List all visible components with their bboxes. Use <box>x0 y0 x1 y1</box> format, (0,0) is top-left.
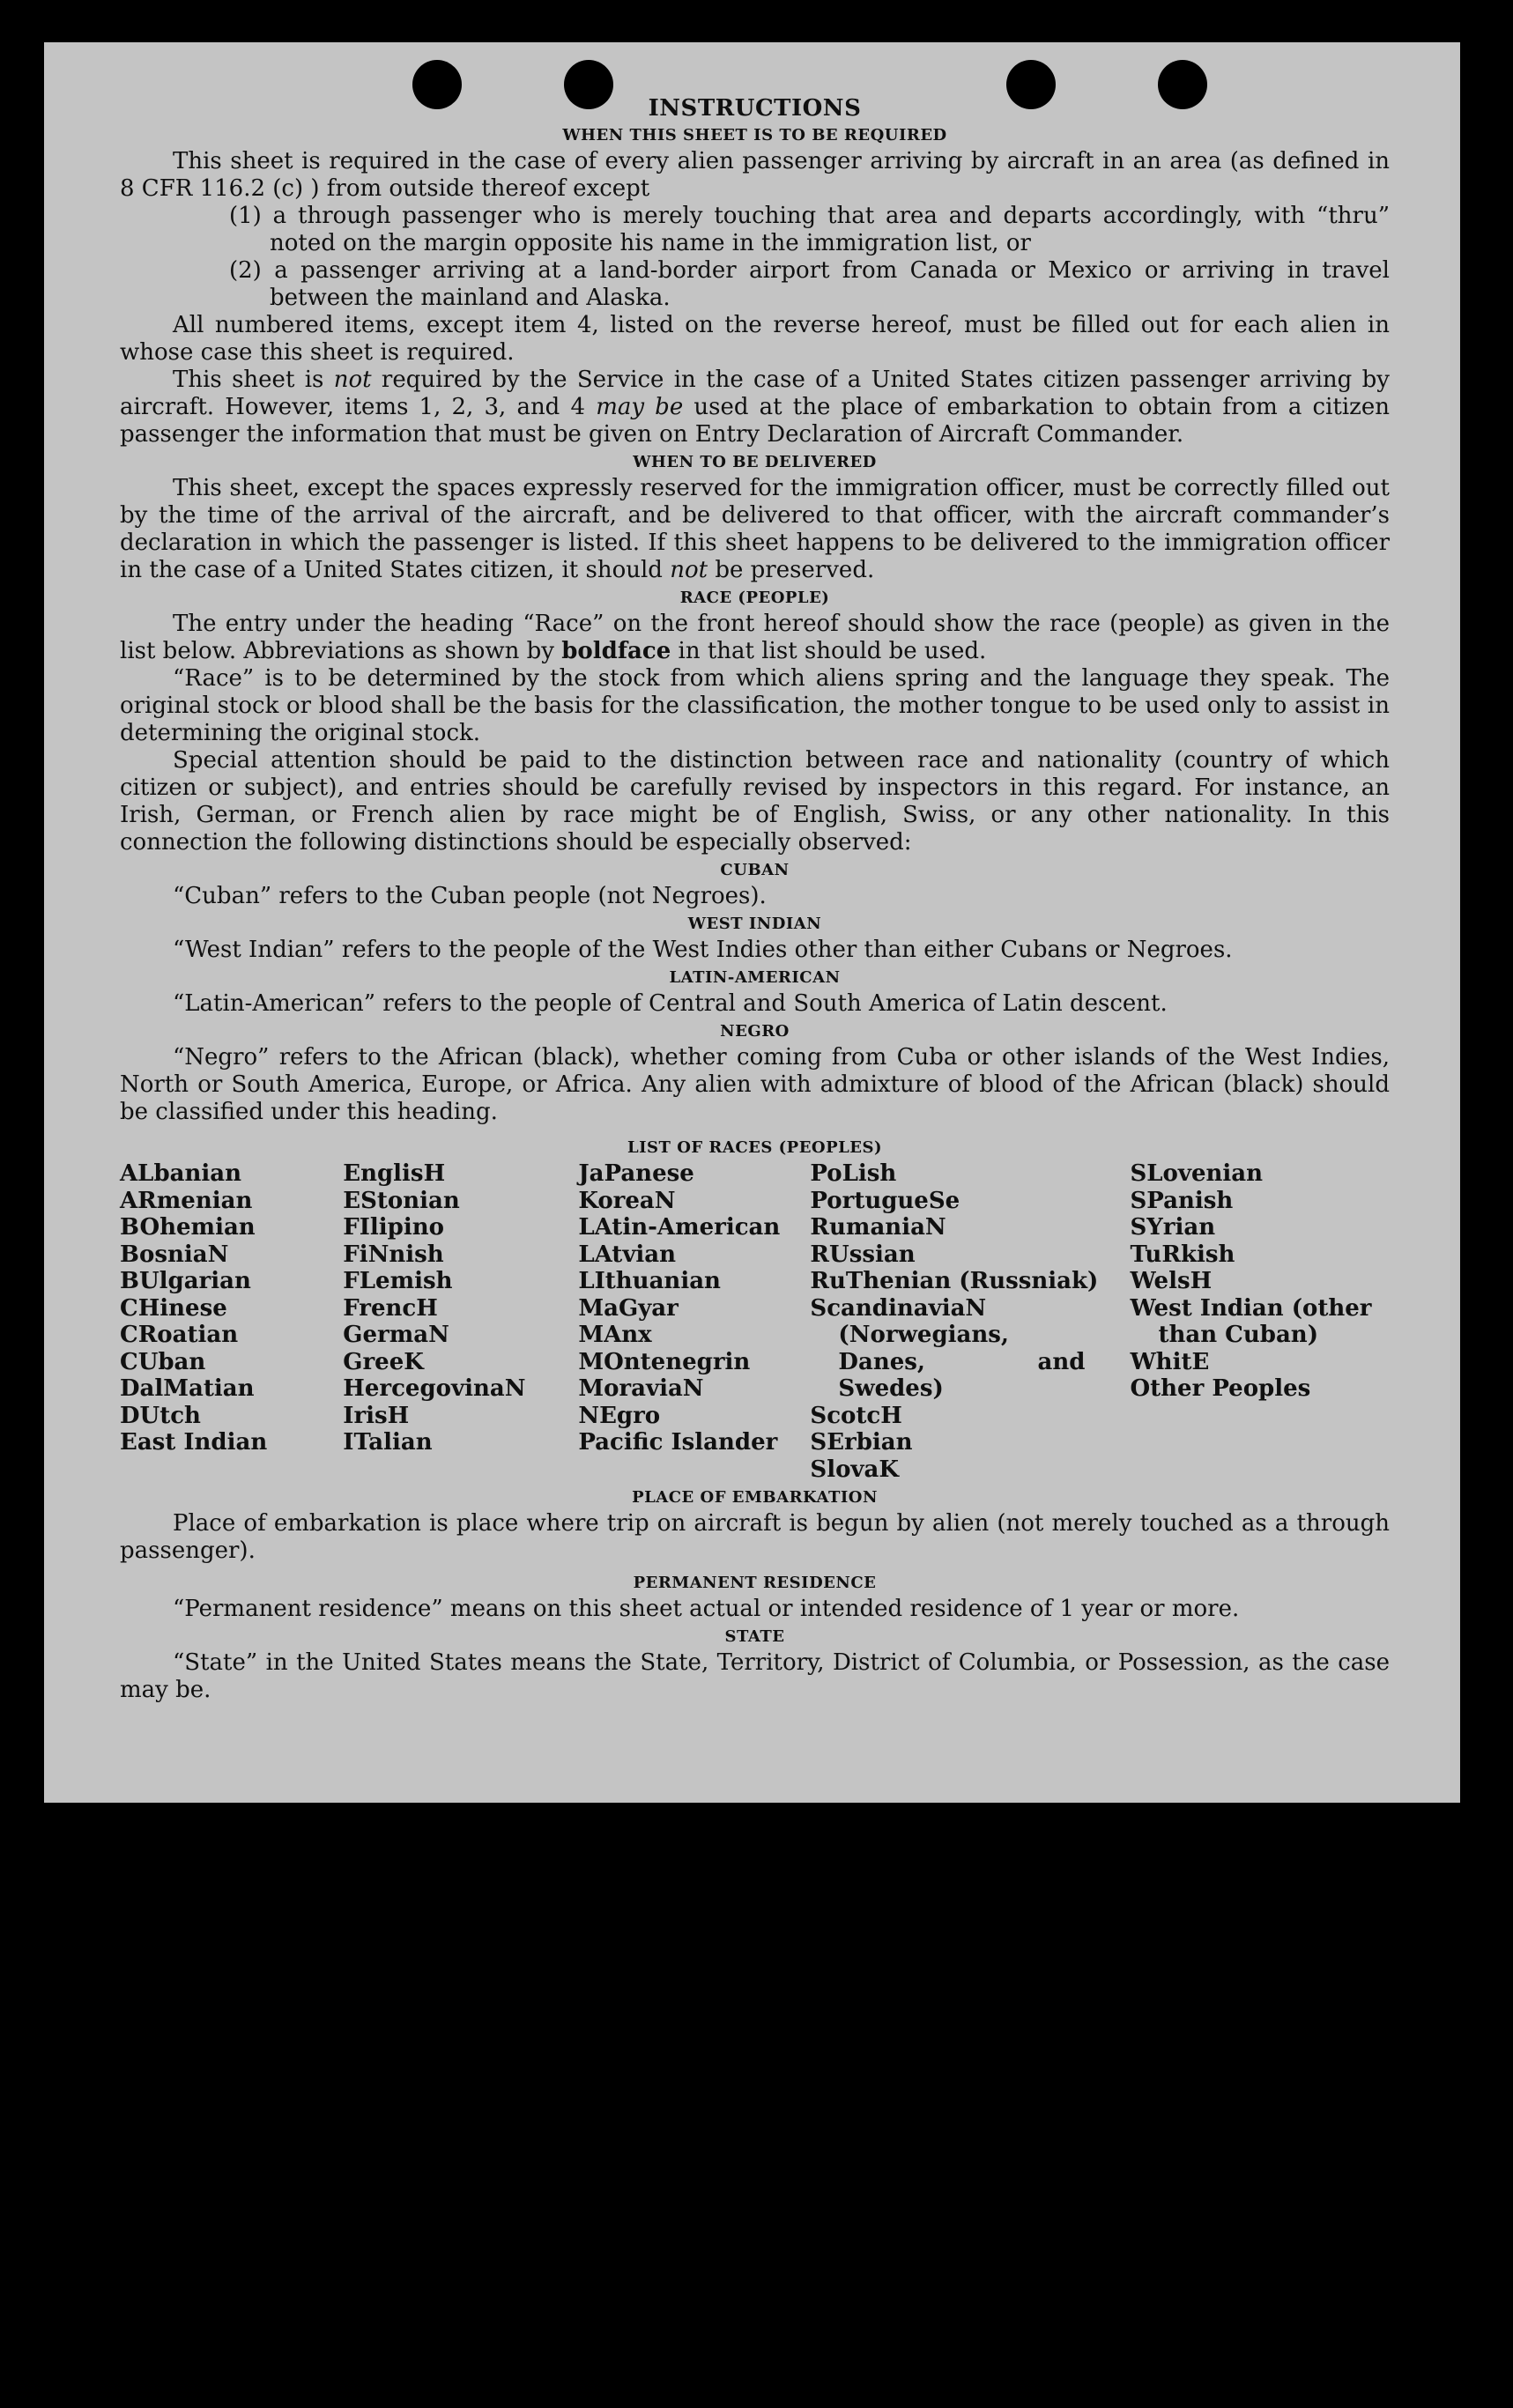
race-entry: ITalian <box>343 1429 433 1456</box>
race-entry: SlovaK <box>810 1456 899 1483</box>
race-entry: SPanish <box>1130 1187 1234 1214</box>
race-entry: JaPanese <box>578 1160 694 1187</box>
race-entry: BOhemian <box>120 1214 256 1241</box>
race-entry: LAtvian <box>578 1241 677 1268</box>
race-entry: NEgro <box>578 1402 661 1429</box>
race-column-5 <box>1130 1160 1390 1483</box>
negro-definition: “Negro” refers to the African (black), whether coming from Cuba or other islands of the West Indies, North or South America, Europe, or Africa. Any alien with admixture of blood of the African (black) should be classified under this heading. <box>120 1044 1390 1125</box>
exception-item-1: (1) a through passenger who is merely touching that area and departs accordingly, with “thru” noted on the margin opposite his name in the immigration list, or <box>229 203 1390 256</box>
section-heading-embarkation: PLACE OF EMBARKATION <box>632 1488 878 1507</box>
race-entry: ScotcH <box>810 1402 902 1429</box>
race-entry: EnglisH <box>343 1160 446 1187</box>
race-entry: MaGyar <box>578 1294 679 1322</box>
cuban-definition: “Cuban” refers to the Cuban people (not Negroes). <box>173 883 767 909</box>
race-entry: GermaN <box>343 1322 449 1348</box>
race-entry: CRoatian <box>120 1322 239 1348</box>
race-entry: ARmenian <box>120 1187 253 1214</box>
west-indian-definition: “West Indian” refers to the people of the West Indies other than either Cubans or Negroes. <box>173 937 1233 963</box>
race-entry: SYrian <box>1130 1214 1216 1241</box>
race-entry: EStonian <box>343 1187 460 1214</box>
race-entry: West Indian (other than Cuban) <box>1130 1294 1372 1348</box>
required-paragraph-1: This sheet is required in the case of every alien passenger arriving by aircraft in an area (as defined in 8 CFR 116.2 (c) ) from outside thereof except <box>120 148 1390 202</box>
race-entry: East Indian <box>120 1429 268 1456</box>
race-entry: IrisH <box>343 1402 410 1429</box>
required-paragraph-2: All numbered items, except item 4, listed on the reverse hereof, must be filled out for each alien in whose case this sheet is required. <box>120 312 1390 366</box>
section-heading-list: LIST OF RACES (PEOPLES) <box>627 1138 883 1157</box>
race-entry: TuRkish <box>1130 1241 1235 1268</box>
race-entry: DUtch <box>120 1402 201 1429</box>
race-entry: KoreaN <box>578 1187 676 1214</box>
race-column-4 <box>810 1160 1099 1483</box>
race-paragraph-3: Special attention should be paid to the distinction between race and nationality (country of which citizen or subject), and entries should be carefully revised by inspectors in this regard. For instance, an Irish, German, or French alien by race might be of English, Swiss, or any other nationality. In this connection the following distinctions should be especially observed: <box>120 747 1390 856</box>
state-definition: “State” in the United States means the State, Territory, District of Columbia, or Possession, as the case may be. <box>120 1649 1390 1703</box>
section-heading-cuban: CUBAN <box>720 861 790 879</box>
section-heading-required: WHEN THIS SHEET IS TO BE REQUIRED <box>562 126 947 144</box>
delivered-paragraph: This sheet, except the spaces expressly reserved for the immigration officer, must be correctly filled out by the time of the arrival of the aircraft, and be delivered to that officer, with the aircraft commander’s declaration in which the passenger is listed. If this sheet happens to be delivered to the immigration officer in the case of a United States citizen, it should not be preserved. <box>120 475 1390 583</box>
race-entry: PoLish <box>810 1160 897 1187</box>
race-column-1 <box>120 1160 343 1483</box>
section-heading-residence: PERMANENT RESIDENCE <box>633 1574 877 1592</box>
exception-item-2: (2) a passenger arriving at a land-border airport from Canada or Mexico or arriving in travel between the mainland and Alaska. <box>229 257 1390 311</box>
race-entry: FrencH <box>343 1294 438 1322</box>
race-entry: RumaniaN <box>810 1214 946 1241</box>
race-entry: CHinese <box>120 1294 227 1322</box>
section-heading-state: STATE <box>724 1627 785 1646</box>
race-entry: Pacific Islander <box>578 1429 778 1456</box>
punch-hole <box>564 60 613 109</box>
section-heading-delivered: WHEN TO BE DELIVERED <box>633 453 877 471</box>
section-heading-race: RACE (PEOPLE) <box>679 589 830 607</box>
race-entry: FiNnish <box>343 1241 444 1268</box>
race-entry: RuThenian (Russniak) <box>810 1268 1099 1294</box>
race-entry: SLovenian <box>1130 1160 1264 1187</box>
punch-hole <box>1158 60 1207 109</box>
race-entry: GreeK <box>343 1348 424 1375</box>
race-entry: WelsH <box>1130 1268 1213 1294</box>
race-entry: MoraviaN <box>578 1375 704 1402</box>
latin-american-definition: “Latin-American” refers to the people of Central and South America of Latin descent. <box>173 990 1168 1017</box>
race-paragraph-2: “Race” is to be determined by the stock from which aliens spring and the language they speak. The original stock or blood shall be the basis for the classification, the mother tongue to be used only to assist in determining the original stock. <box>120 665 1390 746</box>
race-entry: MAnx <box>578 1322 652 1348</box>
race-entry: SErbian <box>810 1429 913 1456</box>
race-entry: BUlgarian <box>120 1268 251 1294</box>
required-paragraph-3: This sheet is not required by the Service in the case of a United States citizen passenger arriving by aircraft. However, items 1, 2, 3, and 4 may be used at the place of embarkation to obtain from a citizen passenger the information that must be given on Entry Declaration of Aircraft Commander. <box>120 367 1391 448</box>
race-entry: LAtin-American <box>578 1214 781 1241</box>
race-entry: HercegovinaN <box>343 1375 526 1402</box>
race-entry: WhitE <box>1130 1348 1210 1375</box>
section-heading-latin-american: LATIN-AMERICAN <box>669 968 841 987</box>
section-heading-west-indian: WEST INDIAN <box>687 915 822 933</box>
race-entry: BosniaN <box>120 1241 229 1268</box>
race-entry: LIthuanian <box>578 1268 721 1294</box>
race-entry: FLemish <box>343 1268 453 1294</box>
race-entry: CUban <box>120 1348 206 1375</box>
race-entry: MOntenegrin <box>578 1348 751 1375</box>
punch-hole <box>1006 60 1056 109</box>
punch-hole <box>412 60 462 109</box>
embarkation-definition: Place of embarkation is place where trip on aircraft is begun by alien (not merely touched as a through passenger). <box>120 1510 1390 1564</box>
race-entry: ScandinaviaN (Norwegians, Danes, and Swedes) <box>810 1294 1086 1402</box>
race-entry: Other Peoples <box>1130 1375 1311 1402</box>
section-heading-negro: NEGRO <box>720 1022 790 1041</box>
race-column-2 <box>343 1160 578 1483</box>
race-entry: RUssian <box>810 1241 916 1268</box>
race-entry: FIlipino <box>343 1214 444 1241</box>
page-title: INSTRUCTIONS <box>648 95 862 122</box>
race-entry: ALbanian <box>120 1160 242 1187</box>
race-list <box>120 1160 1390 1483</box>
race-entry: DalMatian <box>120 1375 255 1402</box>
race-column-3 <box>578 1160 810 1483</box>
race-entry: PortugueSe <box>810 1187 960 1214</box>
residence-definition: “Permanent residence” means on this sheet actual or intended residence of 1 year or more. <box>173 1596 1240 1622</box>
race-paragraph-1: The entry under the heading “Race” on the front hereof should show the race (people) as given in the list below. Abbreviations as shown by boldface in that list should be used. <box>120 611 1390 664</box>
instruction-sheet <box>44 42 1460 1803</box>
